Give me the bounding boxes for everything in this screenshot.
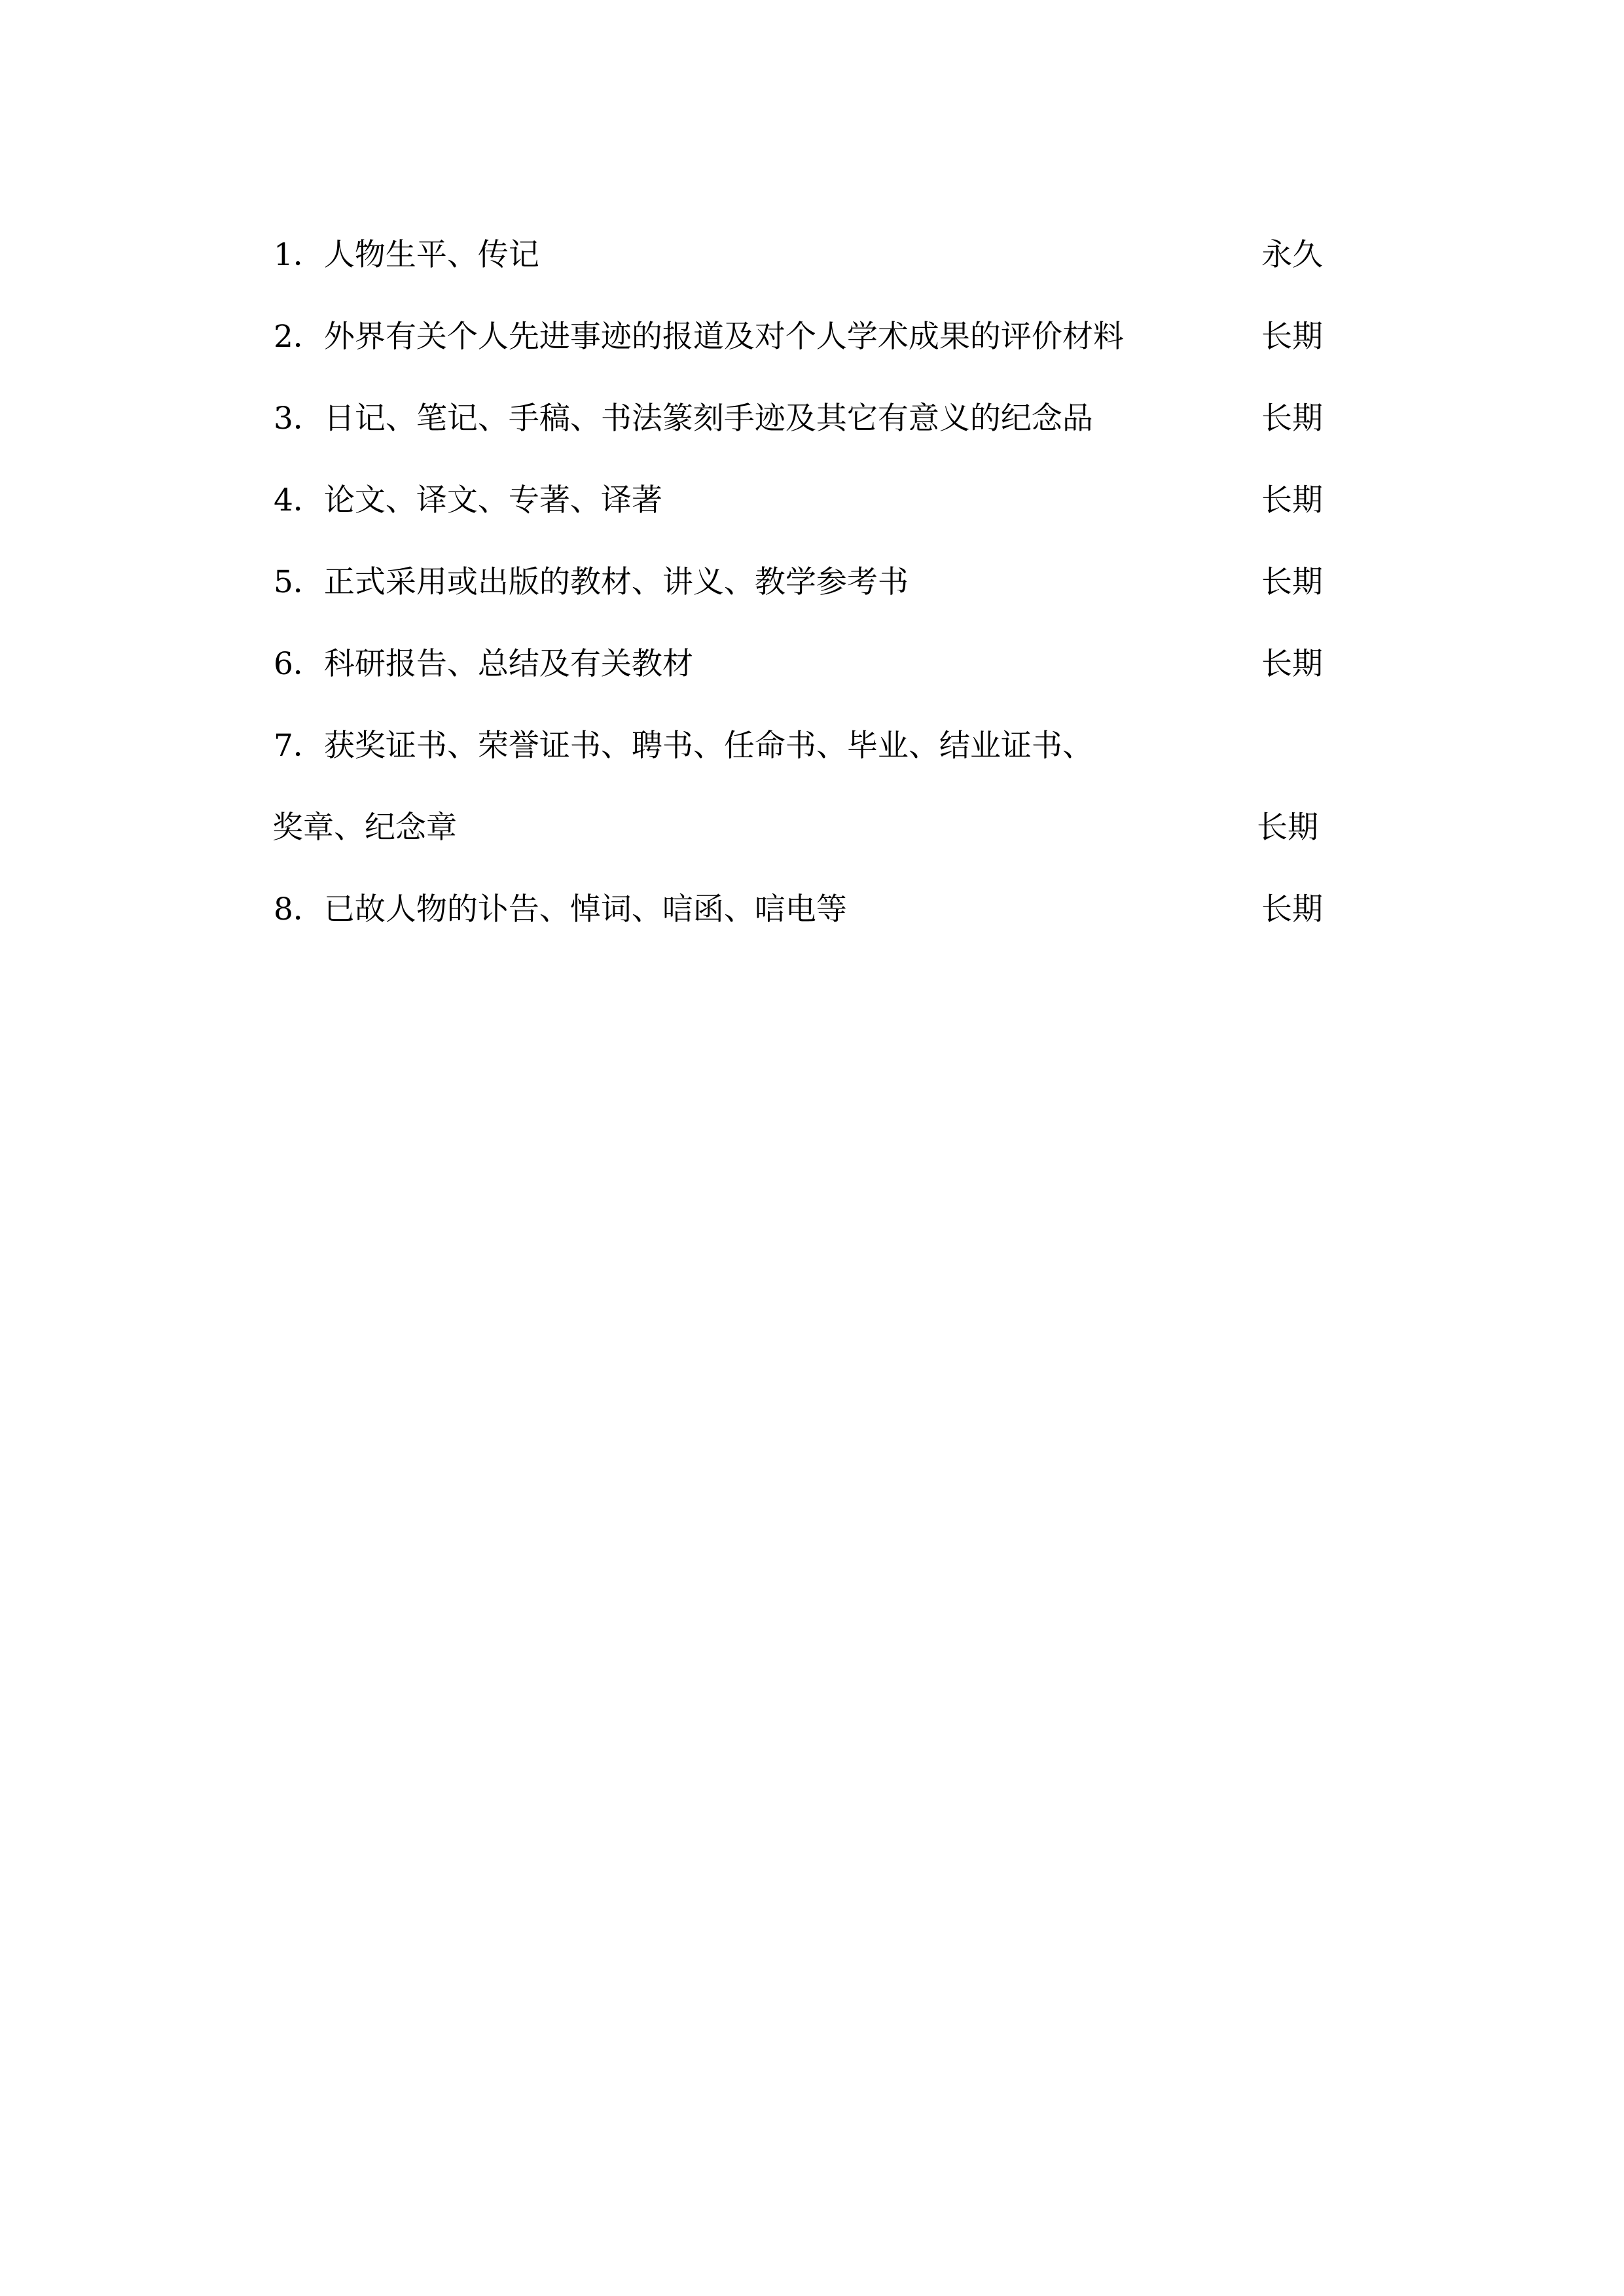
item-text: 6．科研报告、总结及有关教材 [274, 646, 693, 682]
item-text: 3．日记、笔记、手稿、书法篆刻手迹及其它有意义的纪念品 [274, 401, 1093, 437]
item-text: 2．外界有关个人先进事迹的报道及对个人学术成果的评价材料 [274, 319, 1124, 355]
list-item [0, 560, 1624, 605]
list-item-continuation [0, 805, 1624, 851]
list-item [0, 887, 1624, 933]
item-text: 8．已故人物的讣告、悼词、唁函、唁电等 [274, 891, 847, 927]
list-item [0, 396, 1624, 442]
list-item [0, 314, 1624, 360]
retention-period: 长期 [1261, 482, 1323, 518]
retention-period: 长期 [1257, 810, 1318, 846]
retention-period: 长期 [1261, 646, 1323, 682]
retention-period: 长期 [1261, 401, 1323, 437]
list-item [0, 641, 1624, 687]
item-text: 7．获奖证书、荣誉证书、聘书、任命书、毕业、结业证书、 [274, 728, 1093, 764]
retention-period: 长期 [1261, 891, 1323, 927]
retention-period: 永久 [1261, 237, 1323, 273]
list-item [0, 723, 1624, 769]
item-text-continuation: 奖章、纪念章 [272, 810, 457, 846]
retention-period: 长期 [1261, 564, 1323, 600]
item-text: 5．正式采用或出版的教材、讲义、教学参考书 [274, 564, 909, 600]
item-text: 4．论文、译文、专著、译著 [274, 482, 662, 518]
retention-period: 长期 [1261, 319, 1323, 355]
item-text: 1．人物生平、传记 [274, 237, 539, 273]
list-item [0, 232, 1624, 278]
list-item [0, 478, 1624, 524]
